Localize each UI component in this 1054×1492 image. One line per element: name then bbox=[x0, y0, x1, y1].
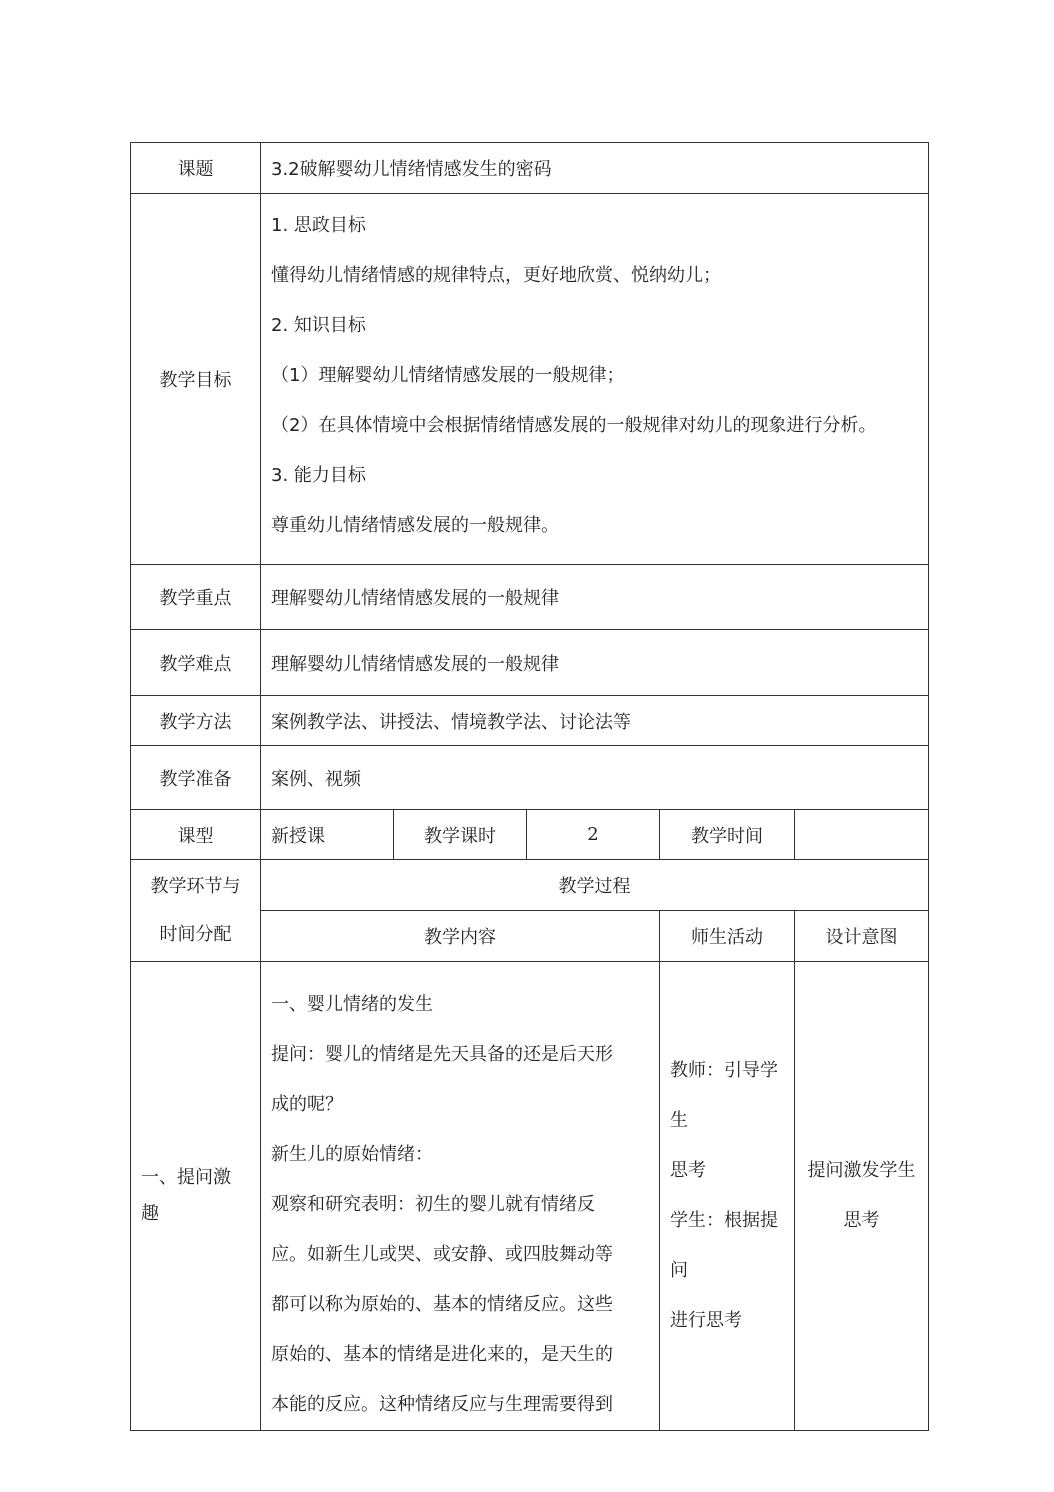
objectives-row bbox=[131, 194, 929, 565]
topic-value: 3.2破解婴幼儿情绪情感发生的密码 bbox=[261, 143, 929, 194]
objective-line: 尊重幼儿情绪情感发展的一般规律。 bbox=[271, 515, 559, 536]
objective-line: （1）理解婴幼儿情绪情感发展的一般规律； bbox=[271, 365, 625, 386]
objective-line: 1. 思政目标 bbox=[271, 215, 366, 236]
activity-line: 教师：引导学生 bbox=[670, 1060, 778, 1131]
topic-label: 课题 bbox=[131, 143, 261, 194]
lesson-plan-table bbox=[130, 142, 929, 1431]
stage1-title bbox=[131, 962, 261, 1431]
lesson-time-label: 教学时间 bbox=[660, 810, 795, 860]
lesson-hours-label: 教学课时 bbox=[394, 810, 527, 860]
preparation-label: 教学准备 bbox=[131, 746, 261, 810]
process-header: 教学过程 bbox=[261, 860, 929, 911]
stage1-title-line: 趣 bbox=[141, 1203, 159, 1224]
content-line: 本能的反应。这种情绪反应与生理需要得到 bbox=[271, 1394, 613, 1415]
stage-header bbox=[131, 860, 261, 962]
objectives-content bbox=[261, 194, 929, 565]
stage-header-line: 教学环节与 bbox=[150, 875, 241, 897]
activity-line: 学生：根据提问 bbox=[670, 1210, 778, 1281]
objective-line: 2. 知识目标 bbox=[271, 315, 366, 336]
difficulty-label: 教学难点 bbox=[131, 630, 261, 696]
difficulty-value: 理解婴幼儿情绪情感发展的一般规律 bbox=[261, 630, 929, 696]
stage1-activity bbox=[660, 962, 795, 1431]
content-line: 成的呢？ bbox=[271, 1094, 343, 1115]
method-label: 教学方法 bbox=[131, 696, 261, 746]
design-header: 设计意图 bbox=[795, 911, 929, 962]
lesson-time-value bbox=[795, 810, 929, 860]
stage1-title-line: 一、提问激 bbox=[141, 1167, 231, 1188]
stage1-row bbox=[131, 962, 929, 1431]
key-point-row bbox=[131, 565, 929, 630]
content-line: 原始的、基本的情绪是进化来的，是天生的 bbox=[271, 1344, 613, 1365]
stage1-content bbox=[261, 962, 660, 1431]
lesson-type-row bbox=[131, 810, 929, 860]
key-point-label: 教学重点 bbox=[131, 565, 261, 630]
content-header: 教学内容 bbox=[261, 911, 660, 962]
objectives-label: 教学目标 bbox=[131, 194, 261, 565]
objective-line: （2）在具体情境中会根据情绪情感发展的一般规律对幼儿的现象进行分析。 bbox=[271, 415, 877, 436]
activity-line: 进行思考 bbox=[670, 1310, 742, 1331]
content-line: 新生儿的原始情绪： bbox=[271, 1144, 433, 1165]
content-line: 一、婴儿情绪的发生 bbox=[271, 994, 433, 1015]
preparation-value: 案例、视频 bbox=[261, 746, 929, 810]
stage-header-line: 时间分配 bbox=[159, 923, 232, 945]
design-line: 提问激发学生 bbox=[807, 1160, 916, 1181]
design-line: 思考 bbox=[843, 1210, 880, 1231]
method-row bbox=[131, 696, 929, 746]
lesson-hours-value: 2 bbox=[527, 810, 660, 860]
content-line: 观察和研究表明：初生的婴儿就有情绪反 bbox=[271, 1194, 595, 1215]
lesson-type-value: 新授课 bbox=[261, 810, 394, 860]
content-line: 应。如新生儿或哭、或安静、或四肢舞动等 bbox=[271, 1244, 613, 1265]
content-line: 都可以称为原始的、基本的情绪反应。这些 bbox=[271, 1294, 613, 1315]
objective-line: 懂得幼儿情绪情感的规律特点，更好地欣赏、悦纳幼儿； bbox=[271, 265, 721, 286]
content-line: 提问：婴儿的情绪是先天具备的还是后天形 bbox=[271, 1044, 613, 1065]
stage1-design bbox=[795, 962, 929, 1431]
key-point-value: 理解婴幼儿情绪情感发展的一般规律 bbox=[261, 565, 929, 630]
objective-line: 3. 能力目标 bbox=[271, 465, 366, 486]
preparation-row bbox=[131, 746, 929, 810]
lesson-type-label: 课型 bbox=[131, 810, 261, 860]
process-header-row bbox=[131, 860, 929, 911]
difficulty-row bbox=[131, 630, 929, 696]
activity-line: 思考 bbox=[670, 1160, 706, 1181]
method-value: 案例教学法、讲授法、情境教学法、讨论法等 bbox=[261, 696, 929, 746]
topic-row bbox=[131, 143, 929, 194]
activity-header: 师生活动 bbox=[660, 911, 795, 962]
